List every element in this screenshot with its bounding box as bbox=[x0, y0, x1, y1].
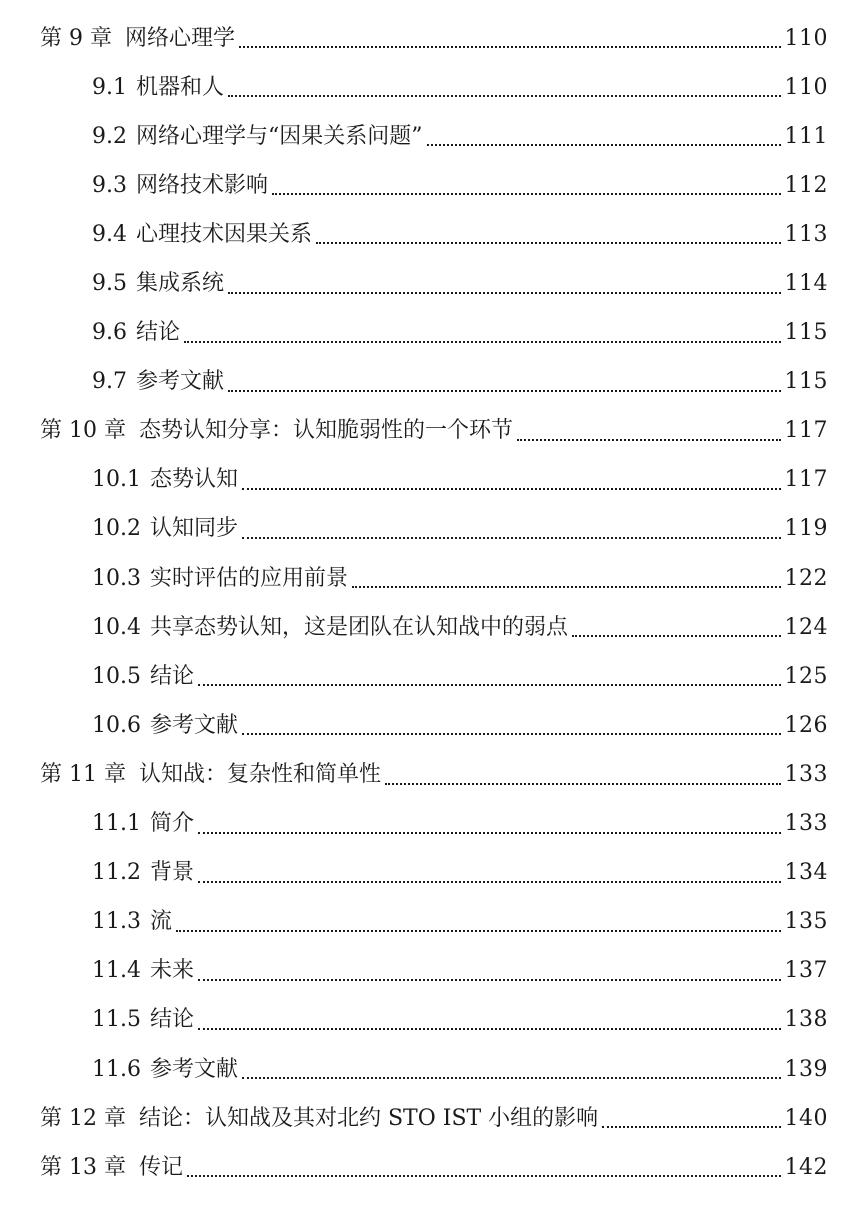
dot-leader bbox=[242, 537, 781, 539]
dot-leader bbox=[228, 95, 780, 97]
toc-entry-title bbox=[92, 1056, 238, 1082]
dot-leader bbox=[184, 341, 780, 343]
toc-entry-number: 9.5 bbox=[92, 271, 127, 297]
toc-page-number: 117 bbox=[784, 418, 828, 444]
toc-page-number: 142 bbox=[784, 1154, 828, 1180]
toc-entry-title bbox=[92, 469, 238, 491]
toc-chapter-entry[interactable] bbox=[0, 1094, 864, 1143]
dot-leader bbox=[187, 1175, 781, 1177]
toc-page-number: 119 bbox=[784, 516, 828, 542]
toc-entry-text: 集成系统 bbox=[136, 271, 225, 297]
toc-chapter-entry[interactable] bbox=[0, 1143, 864, 1192]
toc-section-entry[interactable] bbox=[0, 652, 864, 701]
dot-leader bbox=[198, 881, 781, 883]
toc-page-number: 140 bbox=[784, 1105, 828, 1131]
toc-page-number: 139 bbox=[784, 1056, 828, 1082]
dot-leader bbox=[228, 292, 780, 294]
dot-leader bbox=[427, 144, 781, 146]
toc-section-entry[interactable] bbox=[0, 112, 864, 161]
toc-entry-title bbox=[40, 1154, 183, 1180]
toc-entry-number: 9.4 bbox=[92, 221, 127, 247]
toc-entry-text: 实时评估的应用前景 bbox=[149, 565, 348, 591]
toc-entry-number: 11.2 bbox=[92, 860, 141, 886]
toc-entry-text: 结论 bbox=[149, 1007, 194, 1033]
toc-section-entry[interactable] bbox=[0, 161, 864, 210]
toc-entry-text: 结论 bbox=[136, 320, 181, 346]
dot-leader bbox=[242, 1077, 781, 1079]
toc-page-number: 135 bbox=[784, 909, 828, 935]
dot-leader bbox=[198, 832, 781, 834]
toc-page-number: 114 bbox=[784, 271, 828, 297]
toc-section-entry[interactable] bbox=[0, 800, 864, 849]
toc-page-number: 110 bbox=[784, 74, 828, 100]
toc-section-entry[interactable] bbox=[0, 947, 864, 996]
toc-entry-number: 10.4 bbox=[92, 614, 141, 640]
toc-entry-text: 未来 bbox=[149, 958, 194, 984]
toc-entry-text: 参考文献 bbox=[136, 369, 225, 395]
toc-entry-title bbox=[92, 221, 313, 247]
toc-page-number: 112 bbox=[784, 172, 828, 198]
toc-page-number: 134 bbox=[784, 860, 828, 886]
toc-entry-number: 11.5 bbox=[92, 1007, 141, 1033]
toc-section-entry[interactable] bbox=[0, 898, 864, 947]
toc-entry-number: 9.3 bbox=[92, 172, 127, 198]
table-of-contents bbox=[0, 14, 864, 1192]
toc-entry-number: 10.5 bbox=[92, 663, 141, 689]
toc-chapter-entry[interactable] bbox=[0, 14, 864, 63]
toc-section-entry[interactable] bbox=[0, 996, 864, 1045]
toc-entry-number: 9.2 bbox=[92, 123, 127, 149]
toc-entry-number: 第 12 章 bbox=[40, 1105, 126, 1131]
dot-leader bbox=[198, 1028, 781, 1030]
toc-entry-number: 11.6 bbox=[92, 1056, 141, 1082]
dot-leader bbox=[176, 930, 781, 932]
toc-page-number: 115 bbox=[784, 320, 828, 346]
toc-entry-number: 第 9 章 bbox=[40, 25, 112, 51]
toc-entry-title bbox=[40, 1105, 599, 1131]
toc-page-number: 125 bbox=[784, 663, 828, 689]
toc-entry-number: 10.2 bbox=[92, 516, 141, 542]
toc-entry-text: 态势认知分享：认知脆弱性的一个环节 bbox=[138, 418, 513, 444]
toc-entry-title bbox=[92, 123, 423, 149]
toc-entry-title bbox=[92, 614, 568, 640]
toc-entry-title bbox=[92, 322, 180, 344]
toc-entry-number: 9.1 bbox=[92, 74, 127, 100]
toc-chapter-entry[interactable] bbox=[0, 750, 864, 799]
toc-page-number: 126 bbox=[784, 712, 828, 738]
toc-page-number: 111 bbox=[784, 123, 828, 149]
dot-leader bbox=[316, 242, 780, 244]
toc-entry-title bbox=[92, 273, 224, 295]
toc-entry-title bbox=[92, 1009, 194, 1031]
toc-section-entry[interactable] bbox=[0, 603, 864, 652]
toc-entry-number: 11.1 bbox=[92, 811, 141, 837]
toc-entry-number: 10.3 bbox=[92, 565, 141, 591]
toc-entry-title bbox=[92, 518, 238, 540]
toc-entry-title bbox=[92, 813, 194, 835]
toc-entry-text: 网络心理学与“因果关系问题” bbox=[136, 123, 423, 149]
toc-entry-title bbox=[92, 663, 194, 689]
toc-entry-number: 9.6 bbox=[92, 320, 127, 346]
toc-page-number: 124 bbox=[784, 614, 828, 640]
toc-page-number: 122 bbox=[784, 565, 828, 591]
toc-entry-number: 第 10 章 bbox=[40, 418, 126, 444]
toc-entry-text: 心理技术因果关系 bbox=[136, 221, 313, 247]
toc-entry-text: 共享态势认知，这是团队在认知战中的弱点 bbox=[149, 614, 568, 640]
dot-leader bbox=[352, 586, 781, 588]
dot-leader bbox=[602, 1126, 780, 1128]
toc-entry-text: 网络心理学 bbox=[124, 25, 235, 51]
dot-leader bbox=[272, 193, 780, 195]
toc-page-number: 115 bbox=[784, 369, 828, 395]
toc-section-entry[interactable] bbox=[0, 210, 864, 259]
toc-page-number: 117 bbox=[784, 467, 828, 493]
toc-entry-text: 传记 bbox=[138, 1154, 183, 1180]
toc-entry-title bbox=[92, 172, 269, 198]
dot-leader bbox=[572, 635, 781, 637]
toc-section-entry[interactable] bbox=[0, 505, 864, 554]
toc-entry-text: 网络技术影响 bbox=[136, 172, 269, 198]
toc-entry-title bbox=[40, 25, 235, 51]
toc-entry-number: 第 13 章 bbox=[40, 1154, 126, 1180]
toc-entry-text: 认知战：复杂性和简单性 bbox=[138, 761, 381, 787]
toc-entry-number: 10.6 bbox=[92, 712, 141, 738]
toc-entry-title bbox=[40, 761, 381, 787]
toc-section-entry[interactable] bbox=[0, 358, 864, 407]
dot-leader bbox=[239, 46, 781, 48]
toc-entry-text: 机器和人 bbox=[136, 74, 225, 100]
dot-leader bbox=[242, 733, 781, 735]
toc-entry-number: 11.4 bbox=[92, 958, 141, 984]
toc-entry-title bbox=[92, 74, 225, 100]
toc-entry-text: 流 bbox=[149, 909, 172, 935]
toc-page-number: 110 bbox=[784, 25, 828, 51]
toc-page-number: 133 bbox=[784, 761, 828, 787]
dot-leader bbox=[517, 439, 781, 441]
toc-entry-number: 9.7 bbox=[92, 369, 127, 395]
toc-entry-text: 结论：认知战及其对北约 STO IST 小组的影响 bbox=[138, 1105, 599, 1131]
toc-entry-title bbox=[92, 911, 172, 933]
dot-leader bbox=[242, 488, 781, 490]
toc-section-entry[interactable] bbox=[0, 456, 864, 505]
toc-page-number: 133 bbox=[784, 811, 828, 837]
toc-section-entry[interactable] bbox=[0, 701, 864, 750]
toc-section-entry[interactable] bbox=[0, 554, 864, 603]
toc-entry-text: 认知同步 bbox=[149, 516, 238, 542]
dot-leader bbox=[228, 390, 780, 392]
toc-entry-text: 参考文献 bbox=[149, 1056, 238, 1082]
toc-entry-title bbox=[92, 371, 224, 393]
toc-entry-text: 简介 bbox=[149, 811, 194, 837]
toc-page-number: 137 bbox=[784, 958, 828, 984]
toc-page-number: 113 bbox=[784, 221, 828, 247]
toc-entry-text: 背景 bbox=[149, 860, 194, 886]
toc-entry-text: 态势认知 bbox=[149, 467, 238, 493]
toc-entry-title bbox=[92, 960, 194, 982]
toc-entry-number: 第 11 章 bbox=[40, 761, 126, 787]
toc-entry-number: 11.3 bbox=[92, 909, 141, 935]
toc-entry-title bbox=[92, 565, 348, 591]
dot-leader bbox=[198, 684, 781, 686]
toc-entry-title bbox=[92, 712, 238, 738]
toc-entry-text: 参考文献 bbox=[149, 712, 238, 738]
toc-section-entry[interactable] bbox=[0, 63, 864, 112]
toc-section-entry[interactable] bbox=[0, 1045, 864, 1094]
toc-entry-number: 10.1 bbox=[92, 467, 141, 493]
toc-page-number: 138 bbox=[784, 1007, 828, 1033]
toc-section-entry[interactable] bbox=[0, 259, 864, 308]
toc-section-entry[interactable] bbox=[0, 309, 864, 358]
toc-section-entry[interactable] bbox=[0, 849, 864, 898]
dot-leader bbox=[198, 979, 781, 981]
dot-leader bbox=[385, 783, 781, 785]
toc-entry-title bbox=[92, 862, 194, 884]
toc-entry-text: 结论 bbox=[149, 663, 194, 689]
toc-chapter-entry[interactable] bbox=[0, 407, 864, 456]
toc-entry-title bbox=[40, 420, 513, 442]
